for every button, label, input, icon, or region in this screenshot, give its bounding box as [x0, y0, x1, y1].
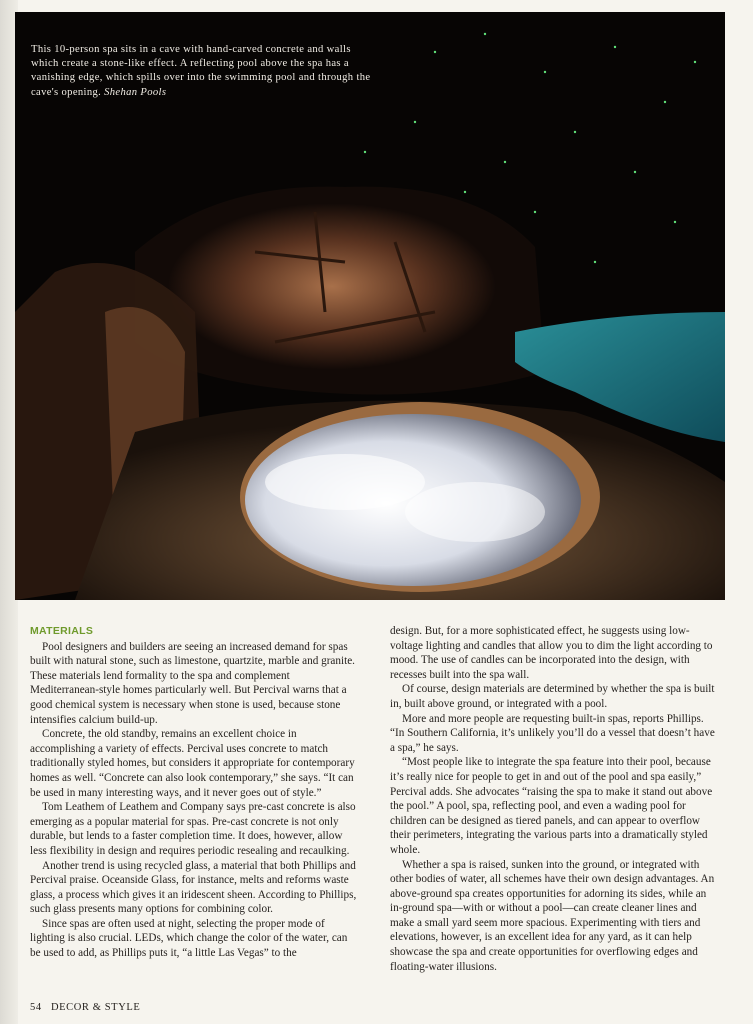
paragraph: Whether a spa is raised, sunken into the ground, or integrated with other bodies of water, all schemes have their own design advantages. An above-ground spa creates opportunities for adorning its sides, while an in-ground spa—with or without a pool—can create cleaner lines and make a small yard seem more spacious. Experimenting with tiers and elevations, however, is an excellent idea for any yard, as it can help showcase the spa and create opportunities for overflowing edges and floating-water illusions.	[390, 858, 715, 973]
paragraph: Pool designers and builders are seeing an increased demand for spas built with natural stone, such as limestone, quartzite, marble and granite. These materials lend formality to the spa and complement Mediterranean-style homes particularly well. But Percival warns that a good chemical system is necessary when stone is used, because stone intensifies calcium build-up.	[30, 640, 355, 726]
paragraph: “Most people like to integrate the spa feature into their pool, because it’s really nice for people to get in and out of the pool and spa easily,” Percival adds. She advocates “raising the spa to make it stand out above the pool.” A pool, spa, reflecting pool, and even a wading pool for children can be designed as tiered panels, and can appear to overflow their perimeters, integrating the various parts into a dramatically styled whole.	[390, 756, 713, 856]
caption-text: This 10-person spa sits in a cave with hand-carved concrete and walls which create a stone-like effect. A reflecting pool above the spa has a vanishing edge, which spills over into the swimming pool and through the cave's opening.	[31, 44, 371, 98]
article-column-left	[30, 624, 358, 961]
photo-credit: Shehan Pools	[104, 86, 167, 98]
paragraph: design. But, for a more sophisticated effect, he suggests using low-voltage lighting and candles that allow you to dim the light according to mood. The use of candles can be incorporated into the design, with recesses built into the spa wall.	[390, 625, 713, 681]
publication-name: DECOR & STYLE	[50, 1002, 141, 1013]
paragraph: Concrete, the old standby, remains an excellent choice in accomplishing a variety of effects. Percival uses concrete to match traditionally styled homes, but considers it appropriate for contemporary homes as well. “Concrete can also look contemporary,” she says. “It can be used in many interesting ways, and it never goes out of style.”	[30, 728, 355, 799]
paragraph: Another trend is using recycled glass, a material that both Phillips and Percival praise. Oceanside Glass, for instance, melts and reforms waste glass, a process which gives it an iridescent sheen. According to Phillips, such glass presents many options for combining color.	[30, 859, 357, 916]
paragraph: Since spas are often used at night, selecting the proper mode of lighting is also crucial. LEDs, which change the color of the water, can be used to add, as Phillips puts it, “a little Las Vegas” to the	[30, 917, 348, 960]
spa-cave-photo	[15, 12, 725, 600]
spa-photo-illustration	[15, 12, 725, 600]
photo-caption	[31, 43, 371, 100]
paragraph: Tom Leathem of Leathem and Company says pre-cast concrete is also emerging as a popular material for spas. Pre-cast concrete is not only durable, but lends to a faster completion time. It does, however, allow less flexibility in design and requires periodic resealing and recaulking.	[30, 801, 356, 857]
paragraph: Of course, design materials are determined by whether the spa is built in, built above ground, or integrated with a pool.	[390, 683, 715, 710]
article-column-right	[390, 624, 718, 974]
paragraph: More and more people are requesting built-in spas, reports Phillips. “In Southern California, it’s unlikely you’ll do a vessel that doesn’t have a spa,” he says.	[390, 712, 715, 754]
page-number: 54	[30, 1002, 42, 1013]
section-heading: MATERIALS	[30, 625, 94, 637]
page-footer	[30, 1002, 140, 1013]
